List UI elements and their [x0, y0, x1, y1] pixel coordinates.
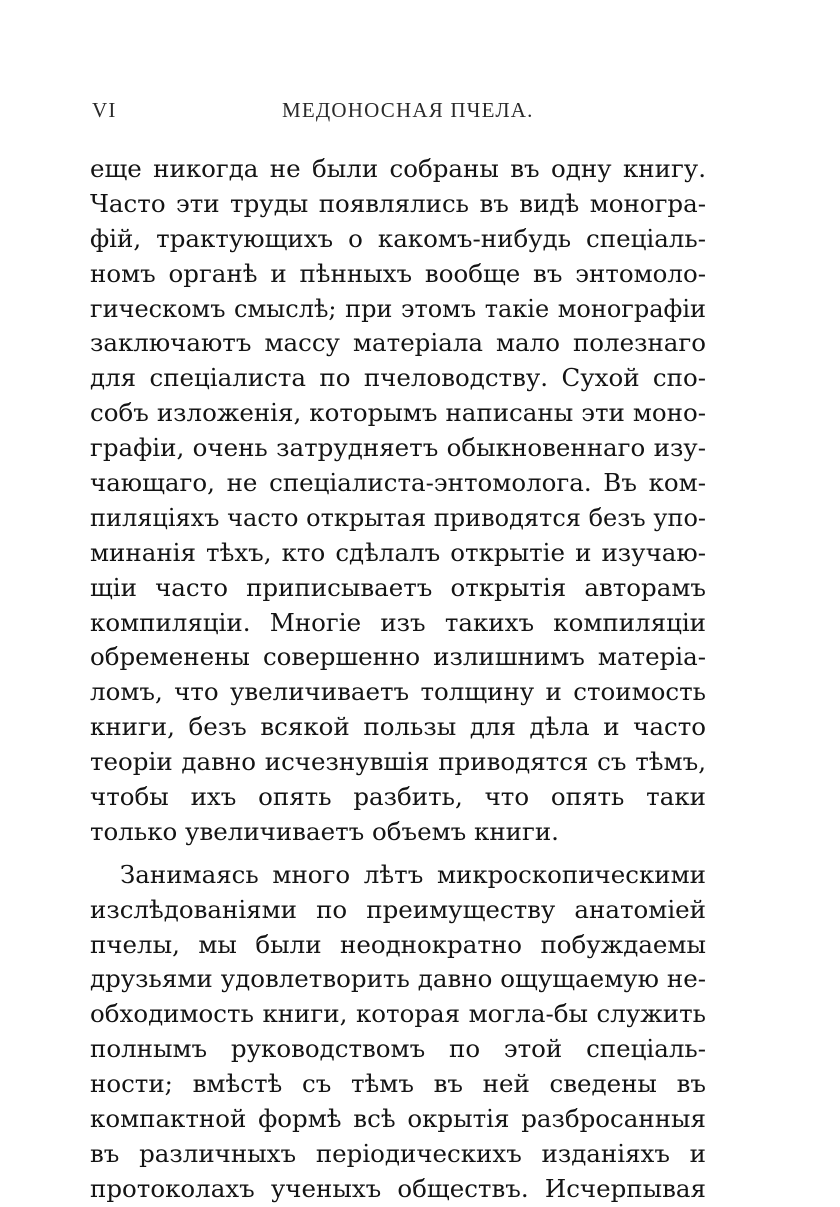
text-line: компактной формѣ всѣ окрытія разбросанныя — [90, 1104, 706, 1134]
text-line: гическомъ смыслѣ; при этомъ такіе монографіи — [90, 294, 706, 323]
text-line: полнымъ руководствомъ по этой спеціаль- — [90, 1034, 706, 1064]
text-line: Часто эти труды появлялись въ видѣ моногра- — [90, 188, 706, 218]
body-text — [90, 152, 706, 1207]
text-line: обходимость книги, которая могла-бы служить — [90, 999, 706, 1029]
running-head — [92, 98, 704, 128]
text-line: Занимаясь много лѣтъ микроскопическими — [120, 859, 706, 889]
text-line: графіи, очень затрудняетъ обыкновеннаго изу- — [90, 433, 706, 463]
text-line: заключаютъ массу матеріала мало полезнаго — [90, 328, 706, 358]
text-line: ломъ, что увеличиваетъ толщину и стоимость — [90, 677, 706, 707]
text-line: компиляціи. Многіе изъ такихъ компиляціи — [90, 607, 706, 637]
text-line: только увеличиваетъ объемъ книги. — [90, 816, 559, 846]
text-line: еще никогда не были собраны въ одну книгу. — [90, 154, 706, 183]
text-line: протоколахъ ученыхъ обществъ. Исчерпывая — [90, 1173, 706, 1203]
text-line: минанія тѣхъ, кто сдѣлалъ открытіе и изучаю- — [90, 537, 706, 567]
text-line: чтобы ихъ опять разбить, что опять таки — [90, 782, 706, 812]
paragraph — [90, 858, 706, 1207]
text-line: для спеціалиста по пчеловодству. Сухой спо- — [90, 363, 706, 393]
paragraph-gap — [90, 850, 706, 858]
text-line: изслѣдованіями по преимуществу анатоміей — [90, 894, 706, 924]
text-line: фій, трактующихъ о какомъ-нибудь спеціаль- — [90, 223, 706, 253]
text-line: книги, безъ всякой пользы для дѣла и часто — [90, 712, 706, 742]
text-line: пчелы, мы были неоднократно побуждаемы — [90, 929, 706, 959]
text-line: теоріи давно исчезнувшія приводятся съ тѣмъ, — [90, 747, 706, 777]
text-line: номъ органѣ и пѣнныхъ вообще въ энтомоло- — [90, 258, 706, 288]
text-line: чающаго, не спеціалиста-энтомолога. Въ ком- — [90, 468, 706, 498]
text-line: собъ изложенія, которымъ написаны эти моно- — [90, 398, 706, 428]
text-line: ности; вмѣстѣ съ тѣмъ въ ней сведены въ — [90, 1069, 706, 1099]
page-number: VI — [92, 98, 117, 122]
text-line: въ различныхъ періодическихъ изданіяхъ и — [90, 1138, 706, 1168]
running-title: МЕДОНОСНАЯ ПЧЕЛА. — [282, 98, 534, 122]
text-line: щіи часто приписываетъ открытія авторамъ — [90, 572, 706, 602]
text-line: друзьями удовлетворить давно ощущаемую не- — [90, 964, 706, 994]
text-line: обременены совершенно излишнимъ матеріа- — [90, 642, 706, 672]
text-line: пиляціяхъ часто открытая приводятся безъ упо- — [90, 503, 706, 532]
paragraph — [90, 152, 706, 850]
